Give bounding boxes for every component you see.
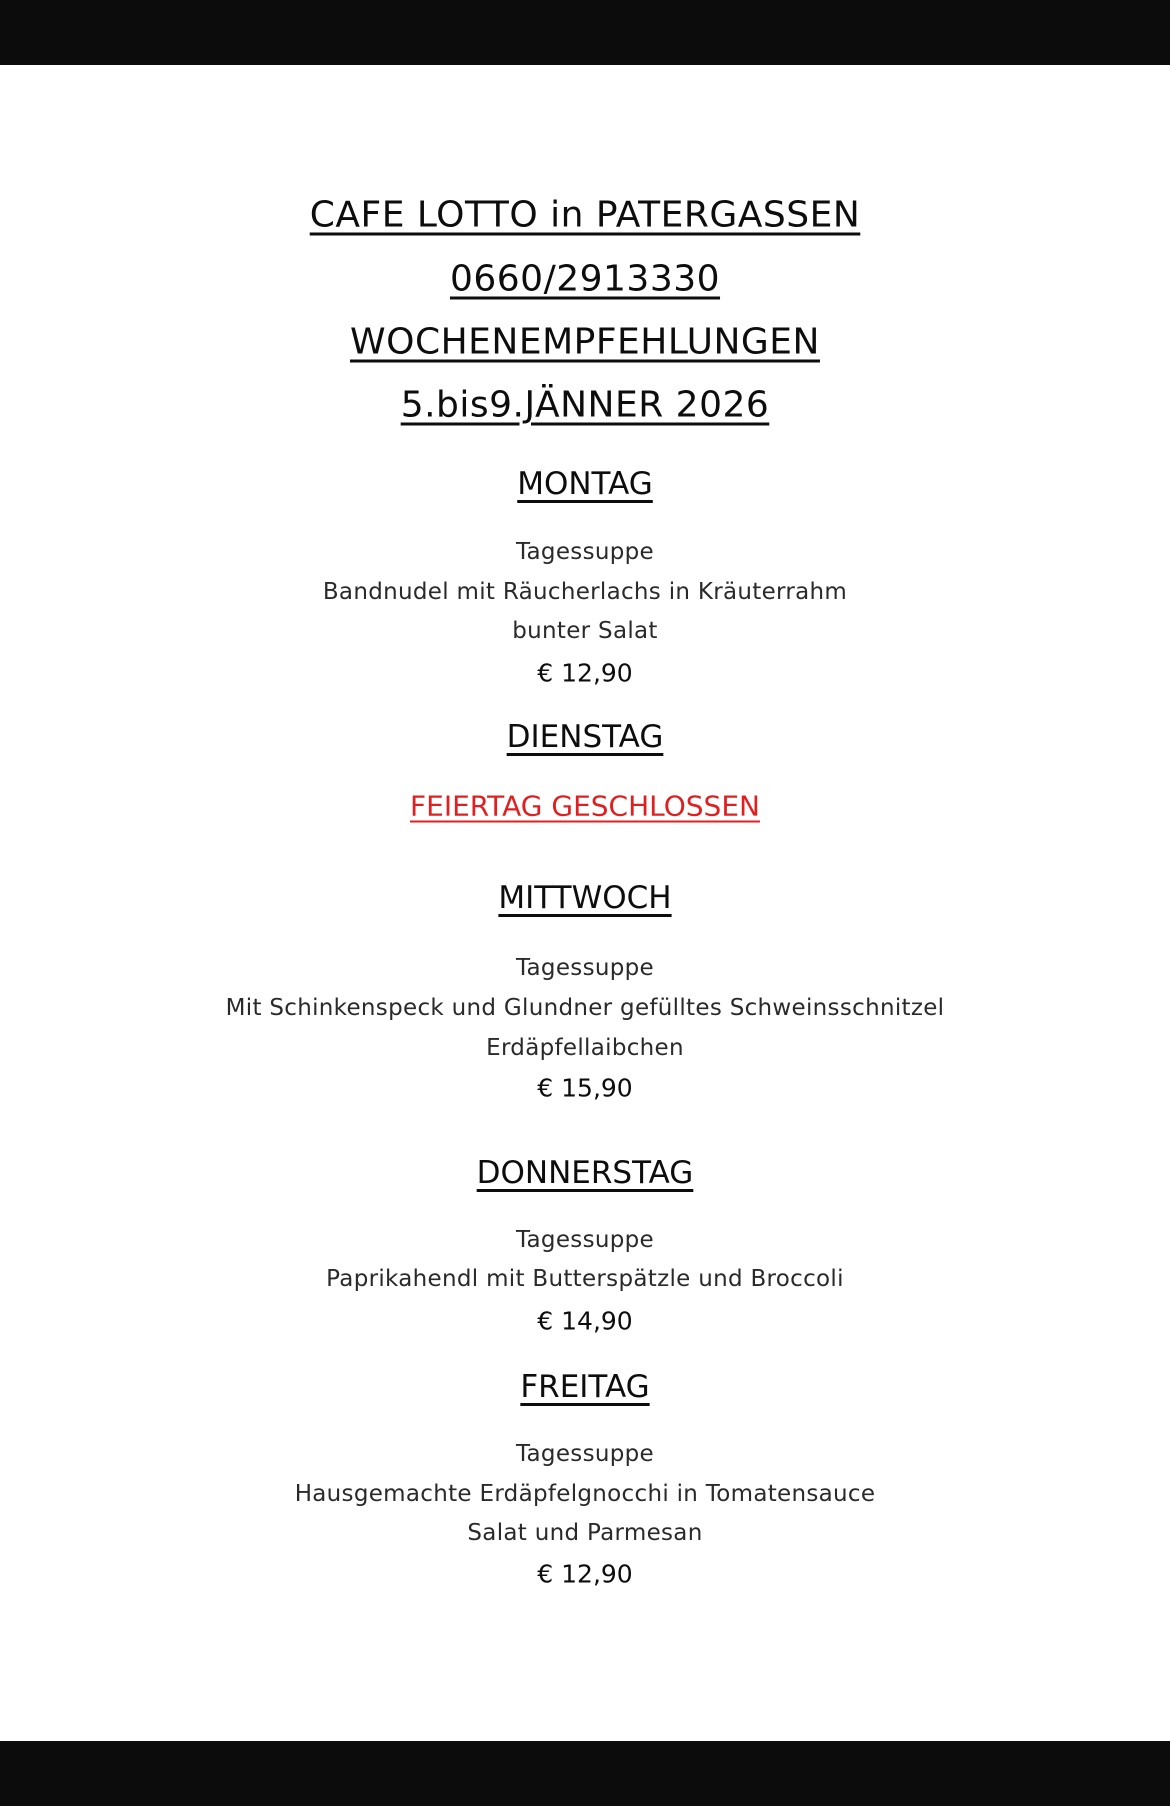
day-heading: MITTWOCH — [498, 880, 672, 916]
menu-item: Erdäpfellaibchen — [486, 1035, 684, 1061]
bottom-black-bar — [0, 1741, 1170, 1806]
menu-item: Bandnudel mit Räucherlachs in Kräuterrahm — [322, 579, 848, 605]
day-heading: DONNERSTAG — [476, 1155, 694, 1191]
menu-item: Salat und Parmesan — [467, 1520, 703, 1546]
closed-notice: FEIERTAG GESCHLOSSEN — [410, 789, 760, 823]
top-black-bar — [0, 0, 1170, 65]
cafe-title: CAFE LOTTO in PATERGASSEN — [309, 194, 861, 236]
menu-item: Tagessuppe — [516, 539, 654, 565]
menu-item: Hausgemachte Erdäpfelgnocchi in Tomatensauce — [294, 1481, 876, 1507]
weekly-recommendations-title: WOCHENEMPFEHLUNGEN — [350, 321, 820, 363]
menu-item: Mit Schinkenspeck und Glundner gefülltes Schweinsschnitzel — [225, 995, 945, 1021]
menu-item: Paprikahendl mit Butterspätzle und Broccoli — [326, 1266, 844, 1292]
day-heading: FREITAG — [520, 1369, 650, 1405]
price: € 12,90 — [537, 1559, 633, 1589]
menu-item: Tagessuppe — [516, 955, 654, 981]
phone-number: 0660/2913330 — [449, 258, 721, 300]
menu-item: Tagessuppe — [516, 1441, 654, 1467]
day-heading: DIENSTAG — [506, 719, 664, 755]
price: € 15,90 — [537, 1073, 633, 1103]
day-heading: MONTAG — [517, 466, 653, 502]
price: € 12,90 — [537, 658, 633, 688]
menu-item: Tagessuppe — [516, 1227, 654, 1253]
menu-item: bunter Salat — [512, 618, 658, 644]
price: € 14,90 — [537, 1306, 633, 1336]
date-range: 5.bis9.JÄNNER 2026 — [400, 384, 770, 426]
